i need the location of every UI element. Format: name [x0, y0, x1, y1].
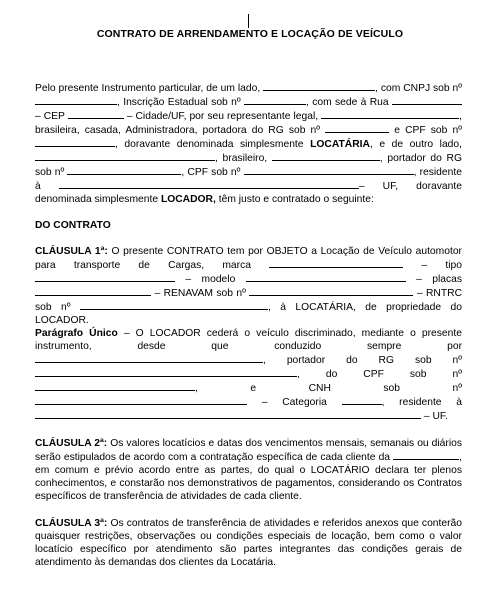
- intro-text: – Cidade/UF, por seu representante legal,: [126, 111, 319, 122]
- clause-text: , em comum e prévio acordo entre as partes, do qual o LOCATÁRIO declara ter plenos conhecimentos, e constarão nos demonstrativos de pagamentos, considerando os Contratos específicos de transferência de atividades de cada cliente.: [35, 452, 462, 502]
- blank-field: [325, 123, 389, 133]
- clause-1: [35, 245, 462, 327]
- blank-field: [67, 165, 181, 175]
- paragraph-text: , portador do RG sob nº: [263, 355, 462, 366]
- intro-text: têm justo e contratado o seguinte:: [218, 194, 374, 205]
- intro-text: , e de outro lado,: [369, 139, 462, 150]
- intro-paragraph: [35, 81, 462, 206]
- blank-field: [35, 395, 247, 405]
- paragraph-text: – O LOCADOR cederá o veículo discriminado, mediante o presente instrumento, desde que conduzido sempre por: [35, 328, 462, 352]
- clause-text: , à LOCATÁRIA, de propriedade do LOCADOR.: [35, 302, 462, 326]
- intro-text: e CPF sob nº: [394, 125, 462, 136]
- intro-text: Pelo presente Instrumento particular, de um lado,: [35, 83, 261, 94]
- blank-field: [392, 95, 462, 105]
- blank-field: [269, 258, 403, 268]
- paragraph-text: – Categoria: [261, 397, 327, 408]
- clause-label: CLÁUSULA 2ª:: [35, 438, 108, 449]
- clause-text: – placas: [416, 274, 462, 285]
- intro-text: , portador do RG sob nº: [35, 153, 462, 178]
- blank-field: [35, 137, 115, 147]
- paragraph-text: , do CPF sob nº: [297, 369, 462, 380]
- blank-field: [393, 450, 459, 460]
- text-cursor: [248, 14, 249, 28]
- paragraph-text: , e CNH sob nº: [195, 383, 462, 394]
- clause-label: CLÁUSULA 1ª:: [35, 246, 108, 257]
- clause-text: – modelo: [185, 274, 236, 285]
- clause-text: O presente CONTRATO tem por OBJETO a Locação de Veículo automotor para transporte de Cargas, marca: [35, 246, 462, 271]
- paragraph-unico: [35, 327, 462, 423]
- intro-text: – UF, doravante denominada simplesmente: [35, 181, 462, 205]
- clause-text: – tipo: [421, 260, 462, 271]
- paragraph-label: Parágrafo Único: [35, 328, 118, 339]
- blank-field: [321, 109, 459, 119]
- locataria-term: LOCATÁRIA: [310, 139, 370, 150]
- blank-field: [35, 353, 263, 363]
- clause-3: [35, 517, 462, 569]
- blank-field: [35, 367, 297, 377]
- blank-field: [263, 81, 375, 91]
- blank-field: [68, 109, 124, 119]
- intro-text: , Inscrição Estadual sob nº: [117, 97, 241, 108]
- blank-field: [35, 381, 195, 391]
- document-body: [35, 81, 462, 569]
- clause-text: Os contratos de transferência de atividades e referidos anexos que conterão quaisquer restrições, observações ou condições especiais de locação, bem como o valor locatício específico por atendimento são partes integrantes das condições gerais de atendimento às demandas dos clientes da Locatária.: [35, 518, 462, 568]
- blank-field: [59, 179, 359, 189]
- blank-field: [35, 286, 151, 296]
- blank-field: [244, 95, 306, 105]
- paragraph-text: – UF.: [423, 411, 448, 422]
- intro-text: , CPF sob nº: [181, 167, 241, 178]
- blank-field: [244, 165, 414, 175]
- intro-text: , doravante denominada simplesmente: [115, 139, 304, 150]
- blank-field: [246, 272, 406, 282]
- section-heading: DO CONTRATO: [35, 220, 111, 231]
- blank-field: [35, 151, 215, 161]
- blank-field: [342, 395, 382, 405]
- document-title: CONTRATO DE ARRENDAMENTO E LOCAÇÃO DE VEÍCULO: [96, 28, 404, 40]
- intro-text: , brasileira, casada, Administradora, portadora do RG sob nº: [35, 111, 462, 136]
- intro-text: , com sede à Rua: [305, 97, 389, 108]
- clause-text: Os valores locatícios e datas dos vencimentos mensais, semanais ou diários serão estipulados de acordo com a contratação específica de cada cliente da: [35, 438, 462, 463]
- intro-text: – CEP: [35, 111, 65, 122]
- intro-text: , brasileiro,: [215, 153, 268, 164]
- clause-label: CLÁUSULA 3ª:: [35, 518, 108, 529]
- intro-text: , com CNPJ sob nº: [375, 83, 462, 94]
- intro-text: , residente à: [35, 167, 462, 192]
- blank-field: [35, 409, 421, 419]
- blank-field: [249, 286, 413, 296]
- blank-field: [35, 95, 117, 105]
- clause-text: – RENAVAM sob nº: [154, 288, 246, 299]
- blank-field: [272, 151, 380, 161]
- blank-field: [80, 300, 268, 310]
- clause-text: – RNTRC sob nº: [35, 288, 462, 313]
- paragraph-text: , residente à: [381, 397, 462, 408]
- blank-field: [35, 272, 175, 282]
- clause-2: [35, 437, 462, 503]
- locador-term: LOCADOR,: [160, 194, 216, 205]
